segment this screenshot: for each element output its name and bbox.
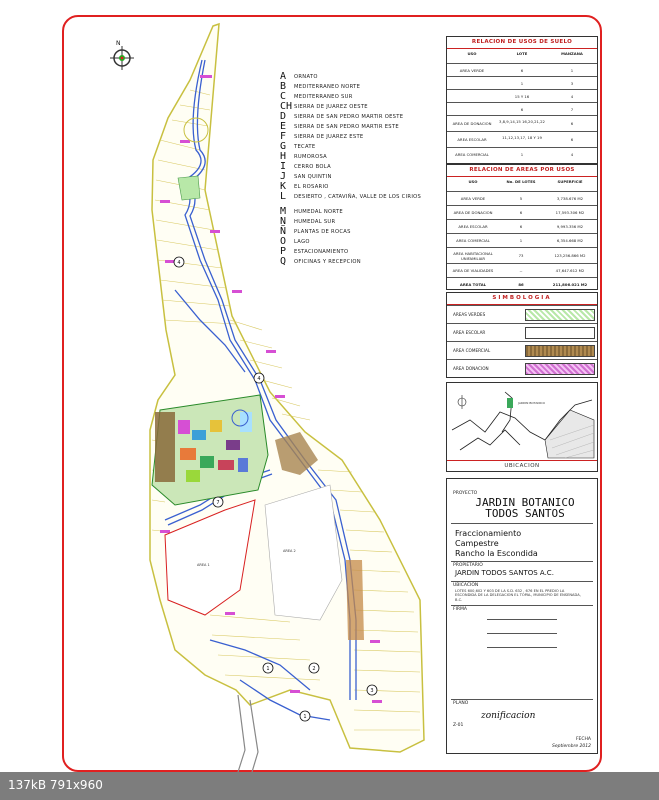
parcel-area-2	[265, 485, 342, 620]
symbology-panel	[446, 292, 598, 378]
mz-label: 3	[370, 688, 374, 694]
site-label: JARDIN BOTANICO	[518, 401, 545, 405]
status-bar	[0, 772, 659, 800]
date-label: FECHA	[575, 737, 591, 742]
table-row: AREA ESCOLAR 11,12,13,17, 18 Y 19 6	[447, 131, 597, 148]
project-title: JARDIN BOTANICO TODOS SANTOS	[475, 496, 575, 520]
table-row: AREA HABITACIONAL UNIFAMILIAR 73 123,256.866 M2	[447, 247, 597, 264]
owner-name: JARDIN TODOS SANTOS A.C.	[455, 569, 554, 577]
legend-item: P ESTACIONAMIENTO	[280, 246, 349, 257]
legend-item: F SIERRA DE JUAREZ ESTE	[280, 131, 364, 142]
areas-title: RELACION DE AREAS POR USOS	[447, 165, 597, 177]
symbol-row: AREA DONACION	[447, 359, 597, 378]
legend-item: O LAGO	[280, 236, 310, 247]
legend-item: J SAN QUINTIN	[280, 171, 332, 182]
signature-label: FIRMA	[453, 607, 468, 612]
legend-item: B MEDITERRANEO NORTE	[280, 81, 361, 92]
table-row: AREA DE DONACION 3,8,9,14,15 16,20,21,22 6	[447, 115, 597, 132]
location-panel	[446, 382, 598, 472]
location-label: UBICACION	[453, 583, 479, 588]
legend-item: Q OFICINAS Y RECEPCION	[280, 256, 361, 267]
date-value: Septiembre 2012	[551, 744, 591, 749]
table-row: AREA COMERCIAL 1 6,354.668 M2	[447, 233, 597, 248]
project-subtitle: Fraccionamiento Campestre Rancho la Escondida	[455, 529, 538, 558]
legend-item: G TECATE	[280, 141, 316, 152]
symbol-row: AREA ESCOLAR	[447, 323, 597, 342]
plan-name: zonificacion	[481, 711, 536, 721]
table-row: AREA TOTAL 86 211,806.021 M2	[447, 277, 597, 292]
owner-label: PROPIETARIO	[453, 563, 483, 568]
areas-table	[446, 164, 598, 290]
table-header: USO LOTE MANZANA	[467, 51, 583, 56]
donation-strip	[346, 560, 364, 640]
table-row: AREA COMERCIAL 1 4	[447, 147, 597, 162]
table-row: AREA VERDE 5 3,738.676 M2	[447, 191, 597, 206]
table-row: AREA DE DONACION 6 17,593.306 M2	[447, 205, 597, 220]
legend-item: L DESIERTO , CATAVIÑA, VALLE DE LOS CIRIOS	[280, 191, 422, 202]
mz-label: 1	[266, 666, 270, 672]
legend-item: M HUMEDAL NORTE	[280, 206, 343, 217]
table-row: 6 7	[447, 102, 597, 116]
mz-label: 4	[177, 260, 181, 266]
status-text: 137kB 791x960	[8, 778, 103, 792]
legend-item: A ORNATO	[280, 71, 318, 82]
project-label: PROYECTO	[453, 491, 478, 496]
legend-item: K EL ROSARIO	[280, 181, 329, 192]
north-arrow-icon	[110, 46, 134, 70]
legend-item: D SIERRA DE SAN PEDRO MARTIR OESTE	[280, 111, 404, 122]
area-2-label: AREA 2	[283, 549, 296, 553]
plan-code: Z-01	[453, 723, 464, 728]
legend-item: I CERRO BOLA	[280, 161, 331, 172]
location-text: LOTES 600,602 Y 603 DE LA S.D. 632 , 676 EN EL PREDIO LA ESCONDIDA DE LA DELEGACION EL TOPAL, MUNICIPIO DE ENSENADA, B.C.	[455, 589, 581, 602]
legend-item: C MEDITERRANEO SUR	[280, 91, 353, 102]
table-row: AREA VERDE 6 1	[447, 63, 597, 77]
symbol-row: AREAS VERDES	[447, 305, 597, 324]
legend-item: E SIERRA DE SAN PEDRO MARTIR ESTE	[280, 121, 399, 132]
title-block	[446, 478, 598, 754]
mz-label: 1	[303, 714, 307, 720]
symbol-row: AREA COMERCIAL	[447, 341, 597, 360]
legend-item: Ñ PLANTAS DE ROCAS	[280, 226, 351, 237]
area-1-label: AREA 1	[197, 563, 210, 567]
table-row: 1 3	[447, 76, 597, 90]
symbology-title: SIMBOLOGIA	[447, 293, 597, 305]
table-row: AREA DE VIALIDADES -- 47,647.612 M2	[447, 263, 597, 278]
commercial-zone	[155, 412, 175, 482]
table-row: AREA ESCOLAR 6 9,993.356 M2	[447, 219, 597, 234]
north-label: N	[116, 40, 121, 47]
table-row: 15 Y 16 4	[447, 89, 597, 103]
table-header: USO No. DE LOTES SUPERFICIE	[468, 179, 583, 184]
location-title: UBICACION	[447, 460, 597, 471]
legend-item: H RUMOROSA	[280, 151, 327, 162]
plan-label: PLANO	[453, 701, 469, 706]
land-use-title: RELACION DE USOS DE SUELO	[447, 37, 597, 49]
mz-label: 4	[257, 376, 261, 382]
legend-item: CH SIERRA DE JUAREZ OESTE	[280, 101, 368, 112]
land-use-table	[446, 36, 598, 164]
access-road	[238, 695, 258, 772]
mz-label: 2	[312, 666, 316, 672]
legend-item: N HUMEDAL SUR	[280, 216, 336, 227]
mz-label: 7	[216, 500, 220, 506]
green-area	[178, 176, 200, 200]
